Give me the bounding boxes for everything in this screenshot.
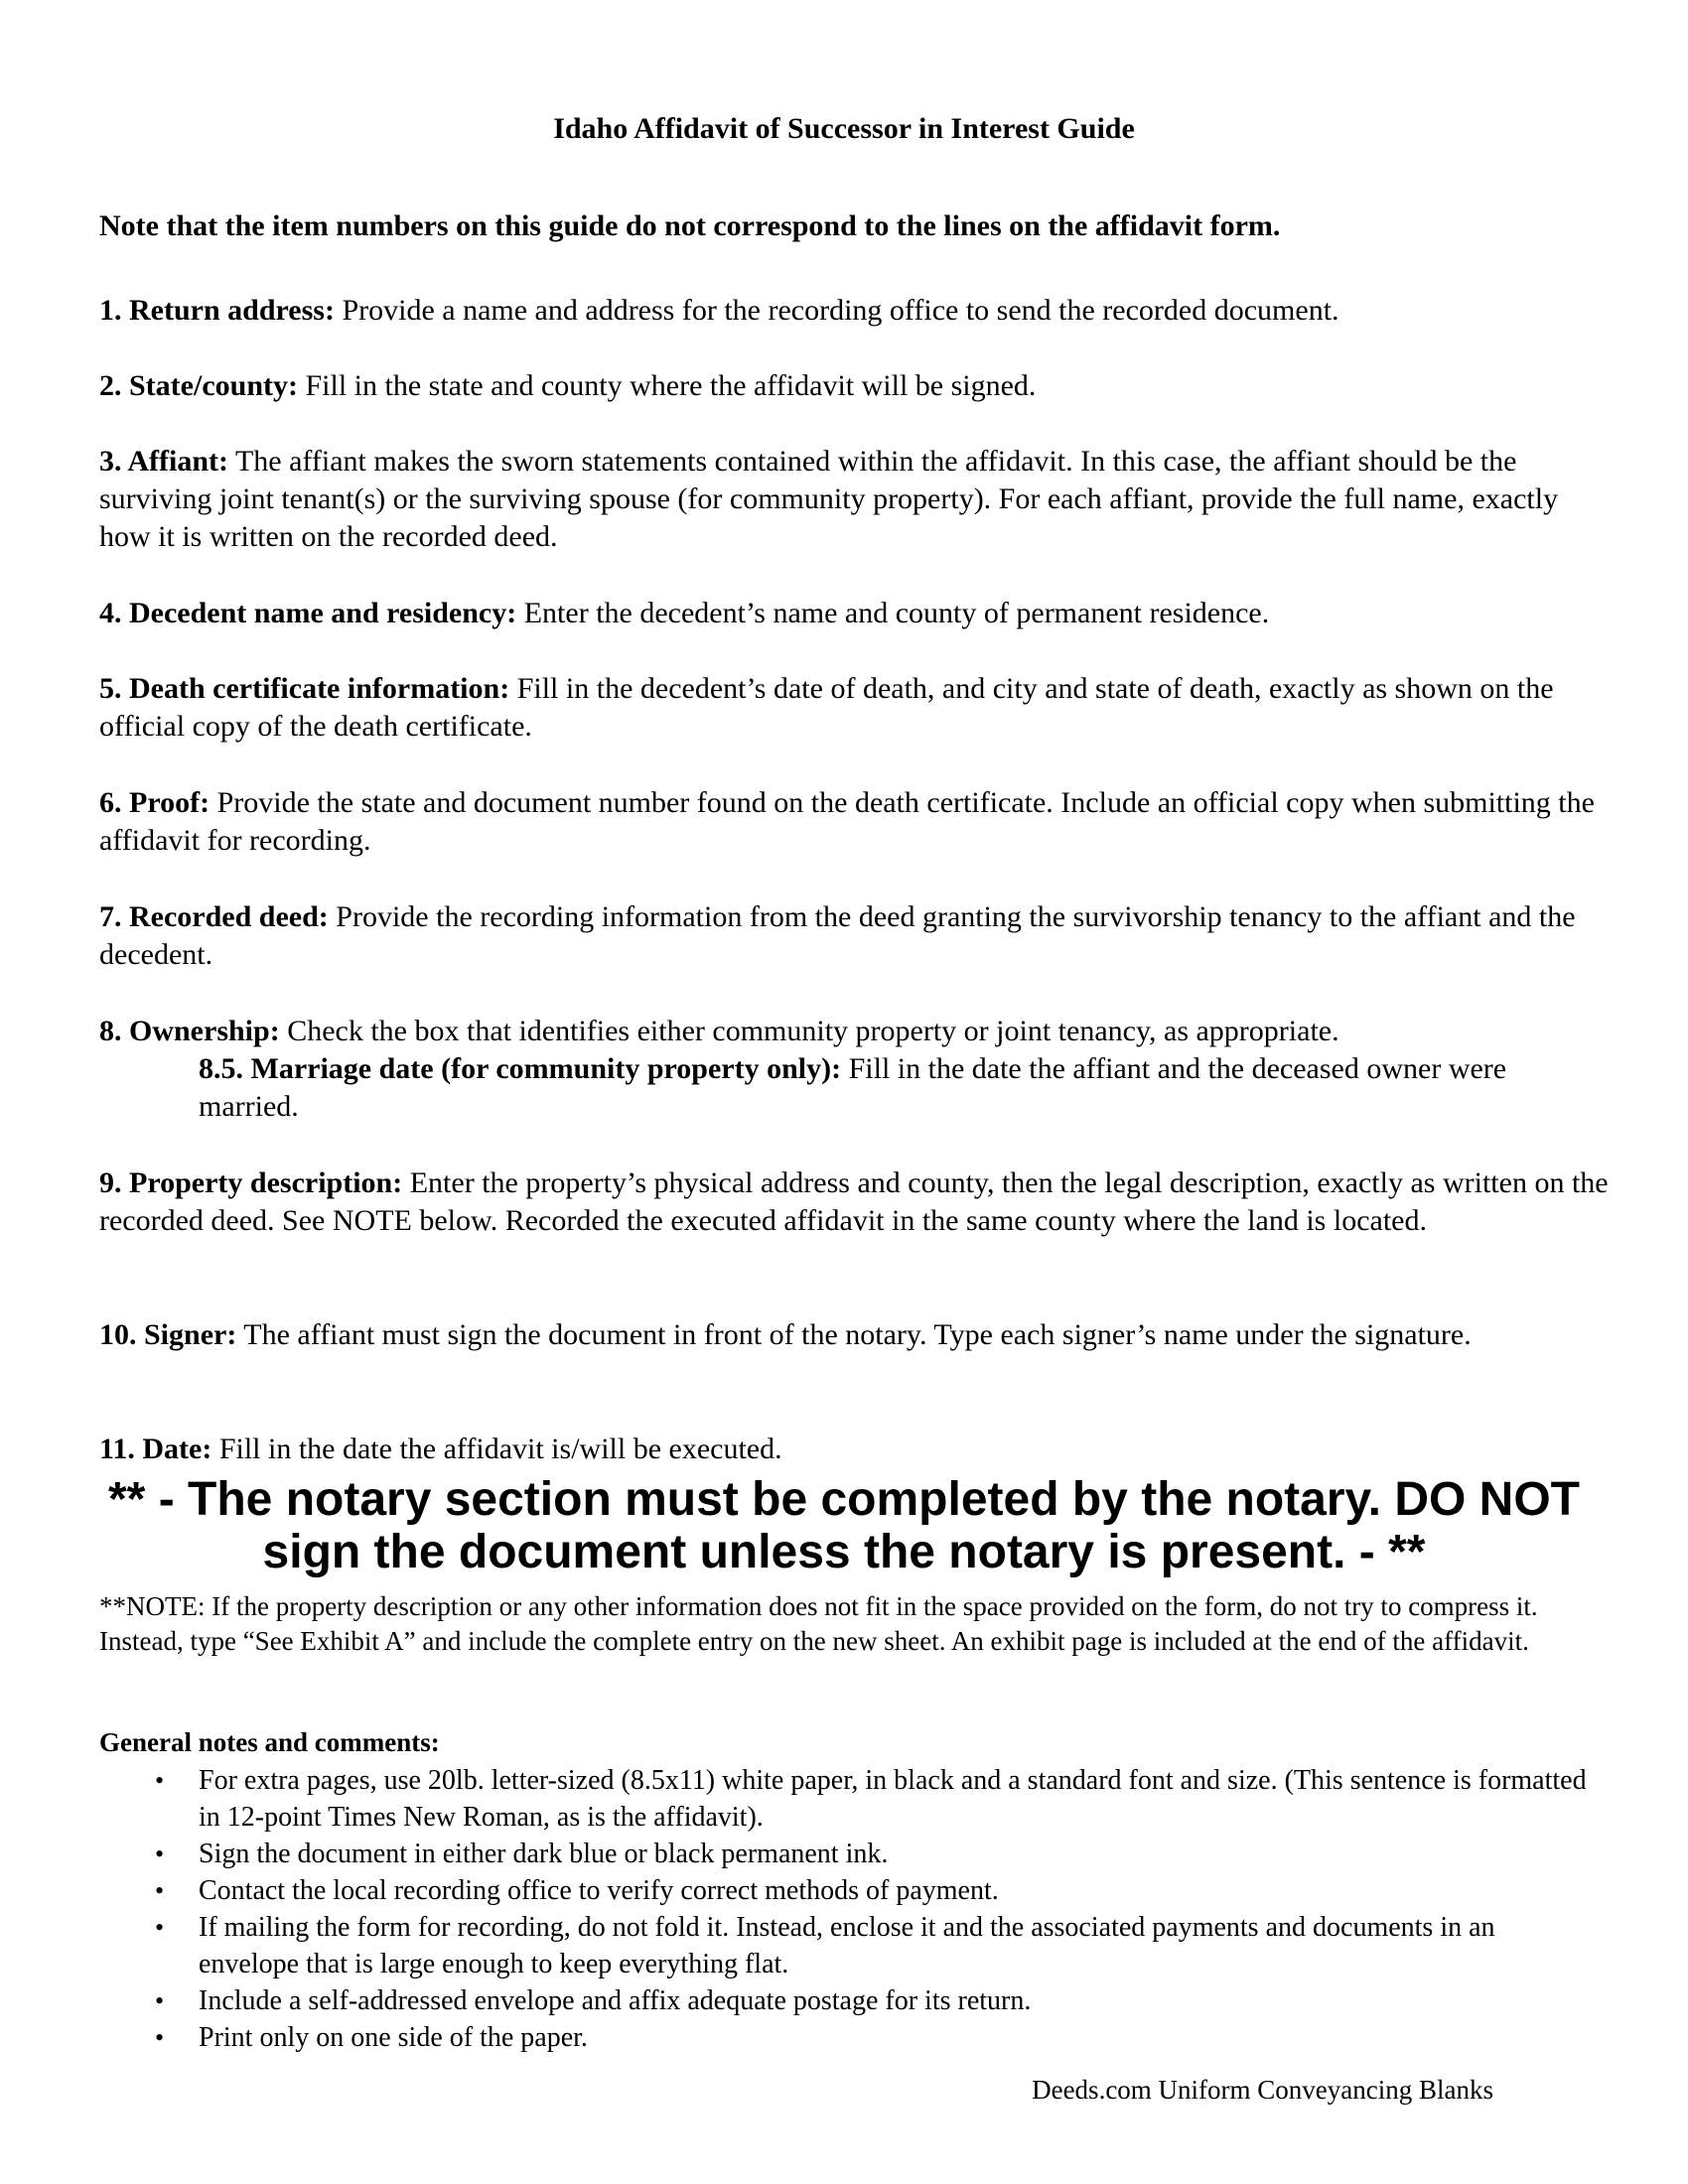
item-affiant xyxy=(99,443,1609,556)
notary-warning: ** - The notary section must be completed by the notary. DO NOT sign the document unless the notary is present. - ** xyxy=(108,1473,1580,1578)
item-property-description xyxy=(99,1164,1609,1240)
item-label: 5. Death certificate information: xyxy=(99,672,510,705)
general-notes-list xyxy=(99,1762,1589,2056)
item-ownership xyxy=(99,1013,1609,1126)
item-label: 2. State/county: xyxy=(99,369,298,402)
item-text: Fill in the date the affiant and the deceased owner were married. xyxy=(199,1052,1507,1123)
item-label: 9. Property description: xyxy=(99,1166,403,1199)
page-title: Idaho Affidavit of Successor in Interest Guide xyxy=(553,112,1135,145)
item-death-certificate xyxy=(99,670,1609,746)
list-item-text: Include a self-addressed envelope and affix adequate postage for its return. xyxy=(199,1985,1032,2016)
item-return-address xyxy=(99,292,1609,330)
bullet-icon: • xyxy=(155,1766,165,1795)
general-notes-heading: General notes and comments: xyxy=(99,1727,440,1757)
item-recorded-deed xyxy=(99,898,1609,974)
list-item-text: Print only on one side of the paper. xyxy=(199,2022,588,2053)
bullet-icon: • xyxy=(155,1840,165,1868)
item-text: The affiant must sign the document in front of the notary. Type each signer’s name under the signature. xyxy=(236,1318,1472,1351)
item-text: Fill in the state and county where the affidavit will be signed. xyxy=(297,369,1037,402)
item-label: 10. Signer: xyxy=(99,1318,237,1351)
list-item-text: If mailing the form for recording, do not fold it. Instead, enclose it and the associated payments and documents in an envelope that is large enough to keep everything flat. xyxy=(199,1912,1495,1979)
list-item xyxy=(99,1872,1589,1909)
list-item xyxy=(99,1762,1589,1836)
bullet-icon: • xyxy=(155,1913,165,1942)
bullet-icon: • xyxy=(155,1986,165,2015)
item-label: 1. Return address: xyxy=(99,294,335,327)
item-label: 6. Proof: xyxy=(99,786,211,819)
item-text: Provide a name and address for the recording office to send the recorded document. xyxy=(334,294,1339,327)
item-label: 8. Ownership: xyxy=(99,1015,280,1047)
item-signer xyxy=(99,1316,1609,1354)
item-text: Fill in the date the affidavit is/will be executed. xyxy=(211,1433,782,1465)
item-text: Enter the decedent’s name and county of permanent residence. xyxy=(516,597,1270,629)
item-text: Check the box that identifies either community property or joint tenancy, as appropriate. xyxy=(279,1015,1339,1047)
item-label: 11. Date: xyxy=(99,1433,212,1465)
list-item xyxy=(99,1982,1589,2019)
item-marriage-date xyxy=(99,1050,1609,1126)
list-item-text: Contact the local recording office to verify correct methods of payment. xyxy=(199,1875,999,1906)
item-number-note: Note that the item numbers on this guide do not correspond to the lines on the affidavit form. xyxy=(99,209,1281,242)
item-text: Fill in the decedent’s date of death, and city and state of death, exactly as shown on the official copy of the death certificate. xyxy=(99,672,1554,743)
item-text: Provide the recording information from the deed granting the survivorship tenancy to the affiant and the decedent. xyxy=(99,900,1576,971)
item-label: 4. Decedent name and residency: xyxy=(99,597,517,629)
list-item-text: Sign the document in either dark blue or black permanent ink. xyxy=(199,1839,889,1869)
bullet-icon: • xyxy=(155,2023,165,2052)
item-state-county xyxy=(99,367,1609,405)
item-text: Provide the state and document number found on the death certificate. Include an official copy when submitting the affidavit for recording. xyxy=(99,786,1595,857)
item-text: Enter the property’s physical address and county, then the legal description, exactly as written on the recorded deed. See NOTE below. Recorded the executed affidavit in the same county where the land is located. xyxy=(99,1166,1609,1237)
item-text: The affiant makes the sworn statements contained within the affidavit. In this case, the affiant should be the surviving joint tenant(s) or the surviving spouse (for community property). For each affiant, provide the full name, exactly how it is written on the recorded deed. xyxy=(99,445,1559,553)
list-item-text: For extra pages, use 20lb. letter-sized (8.5x11) white paper, in black and a standard font and size. (This sentence is formatted in 12-point Times New Roman, as is the affidavit). xyxy=(199,1765,1587,1833)
list-item xyxy=(99,1909,1589,1982)
ownership-line xyxy=(99,1013,1609,1050)
bullet-icon: • xyxy=(155,1876,165,1905)
list-item xyxy=(99,2019,1589,2056)
item-label: 7. Recorded deed: xyxy=(99,900,329,933)
footer-credit: Deeds.com Uniform Conveyancing Blanks xyxy=(1032,2075,1493,2105)
item-proof xyxy=(99,784,1609,860)
item-label: 8.5. Marriage date (for community property only): xyxy=(199,1052,842,1085)
item-decedent xyxy=(99,595,1609,632)
item-date xyxy=(99,1431,1609,1468)
exhibit-note: **NOTE: If the property description or any other information does not fit in the space provided on the form, do not try to compress it. Instead, type “See Exhibit A” and include the complete entry on the new sheet. An exhibit page is included at the end of the affidavit. xyxy=(99,1591,1538,1656)
item-label: 3. Affiant: xyxy=(99,445,228,478)
list-item xyxy=(99,1836,1589,1872)
